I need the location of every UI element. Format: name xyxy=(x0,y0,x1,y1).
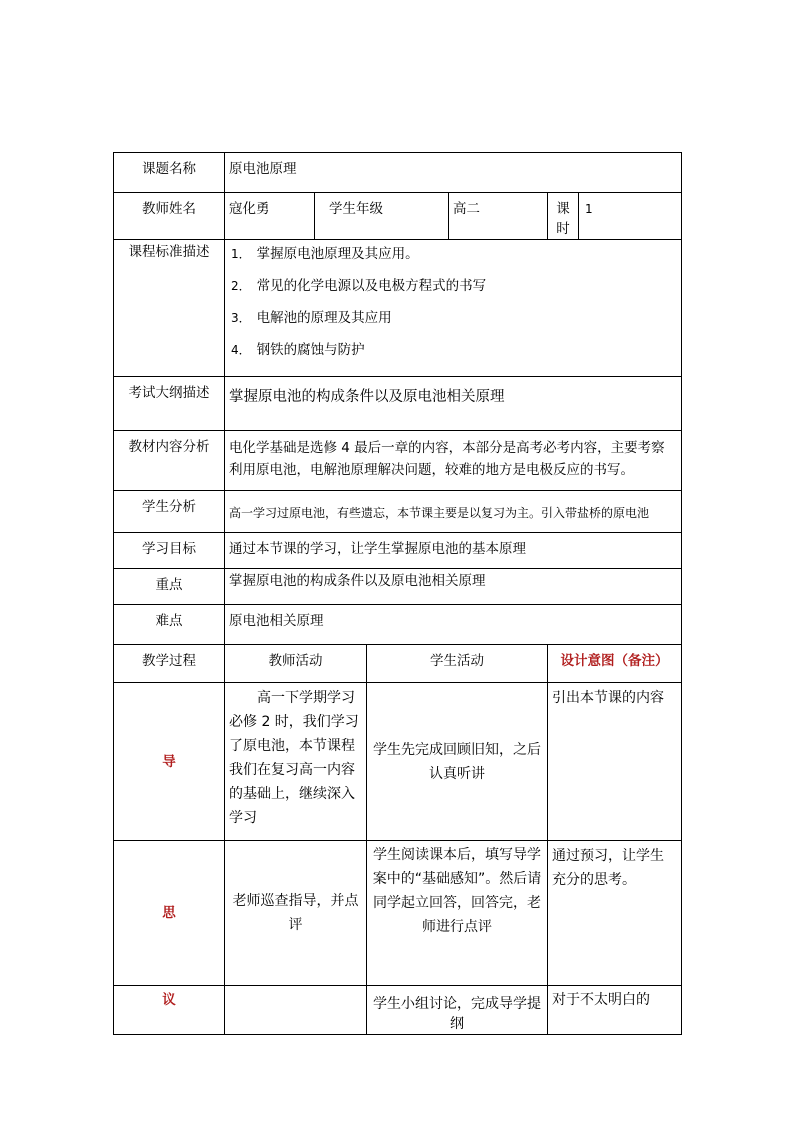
design-intent: 对于不太明白的 xyxy=(548,986,682,1035)
exam-value: 掌握原电池的构成条件以及原电池相关原理 xyxy=(225,377,682,431)
row-objective xyxy=(114,533,682,569)
teacher-activity: 老师巡查指导，并点评 xyxy=(225,841,367,986)
row-standards xyxy=(114,240,682,377)
student-activity: 学生阅读课本后，填写导学案中的“基础感知”。然后请同学起立回答，回答完，老师进行点评 xyxy=(367,841,548,986)
student-activity: 学生小组讨论，完成导学提纲 xyxy=(367,986,548,1035)
process-header: 教学过程 xyxy=(114,645,225,683)
row-material xyxy=(114,431,682,491)
students-label: 学生分析 xyxy=(114,491,225,533)
key-value: 掌握原电池的构成条件以及原电池相关原理 xyxy=(225,569,682,605)
list-item: 2． 常见的化学电源以及电极方程式的书写 xyxy=(231,278,487,294)
row-teacher xyxy=(114,193,682,240)
material-label: 教材内容分析 xyxy=(114,431,225,491)
teacher-activity: 高一下学期学习必修 2 时，我们学习了原电池，本节课程我们在复习高一内容的基础上，继续深入学习 xyxy=(225,683,367,841)
stage-label: 导 xyxy=(114,683,225,841)
students-value: 高一学习过原电池，有些遗忘，本节课主要是以复习为主。引入带盐桥的原电池 xyxy=(225,491,682,533)
stage-label: 议 xyxy=(114,986,225,1035)
table-row xyxy=(114,986,682,1035)
objective-label: 学习目标 xyxy=(114,533,225,569)
table-row xyxy=(114,841,682,986)
row-difficulty xyxy=(114,605,682,645)
standards-label: 课程标准描述 xyxy=(114,240,225,377)
row-key xyxy=(114,569,682,605)
grade-value: 高二 xyxy=(449,193,548,240)
hours-value: 1 xyxy=(579,193,682,240)
hours-label: 课时 xyxy=(548,193,579,240)
grade-label: 学生年级 xyxy=(315,193,449,240)
row-process-header xyxy=(114,645,682,683)
material-value: 电化学基础是选修 4 最后一章的内容，本部分是高考必考内容，主要考察利用原电池，电解池原理解决问题，较难的地方是电极反应的书写。 xyxy=(225,431,682,491)
row-course xyxy=(114,153,682,193)
design-intent: 引出本节课的内容 xyxy=(548,683,682,841)
table-row xyxy=(114,683,682,841)
course-value: 原电池原理 xyxy=(225,153,682,193)
student-activity-header: 学生活动 xyxy=(367,645,548,683)
list-item: 4． 钢铁的腐蚀与防护 xyxy=(231,342,365,358)
row-students xyxy=(114,491,682,533)
course-label: 课题名称 xyxy=(114,153,225,193)
design-intent-header: 设计意图（备注） xyxy=(548,645,682,683)
stage-label: 思 xyxy=(114,841,225,986)
list-item: 3． 电解池的原理及其应用 xyxy=(231,310,392,326)
list-item: 1． 掌握原电池原理及其应用。 xyxy=(231,246,419,262)
difficulty-value: 原电池相关原理 xyxy=(225,605,682,645)
lesson-plan-table xyxy=(113,152,682,1035)
teacher-label: 教师姓名 xyxy=(114,193,225,240)
design-intent: 通过预习，让学生充分的思考。 xyxy=(548,841,682,986)
teacher-activity xyxy=(225,986,367,1035)
key-label: 重点 xyxy=(114,569,225,605)
exam-label: 考试大纲描述 xyxy=(114,377,225,431)
student-activity: 学生先完成回顾旧知，之后认真听讲 xyxy=(367,683,548,841)
row-exam xyxy=(114,377,682,431)
objective-value: 通过本节课的学习，让学生掌握原电池的基本原理 xyxy=(225,533,682,569)
standards-list xyxy=(225,240,682,377)
teacher-activity-header: 教师活动 xyxy=(225,645,367,683)
teacher-value: 寇化勇 xyxy=(225,193,315,240)
difficulty-label: 难点 xyxy=(114,605,225,645)
